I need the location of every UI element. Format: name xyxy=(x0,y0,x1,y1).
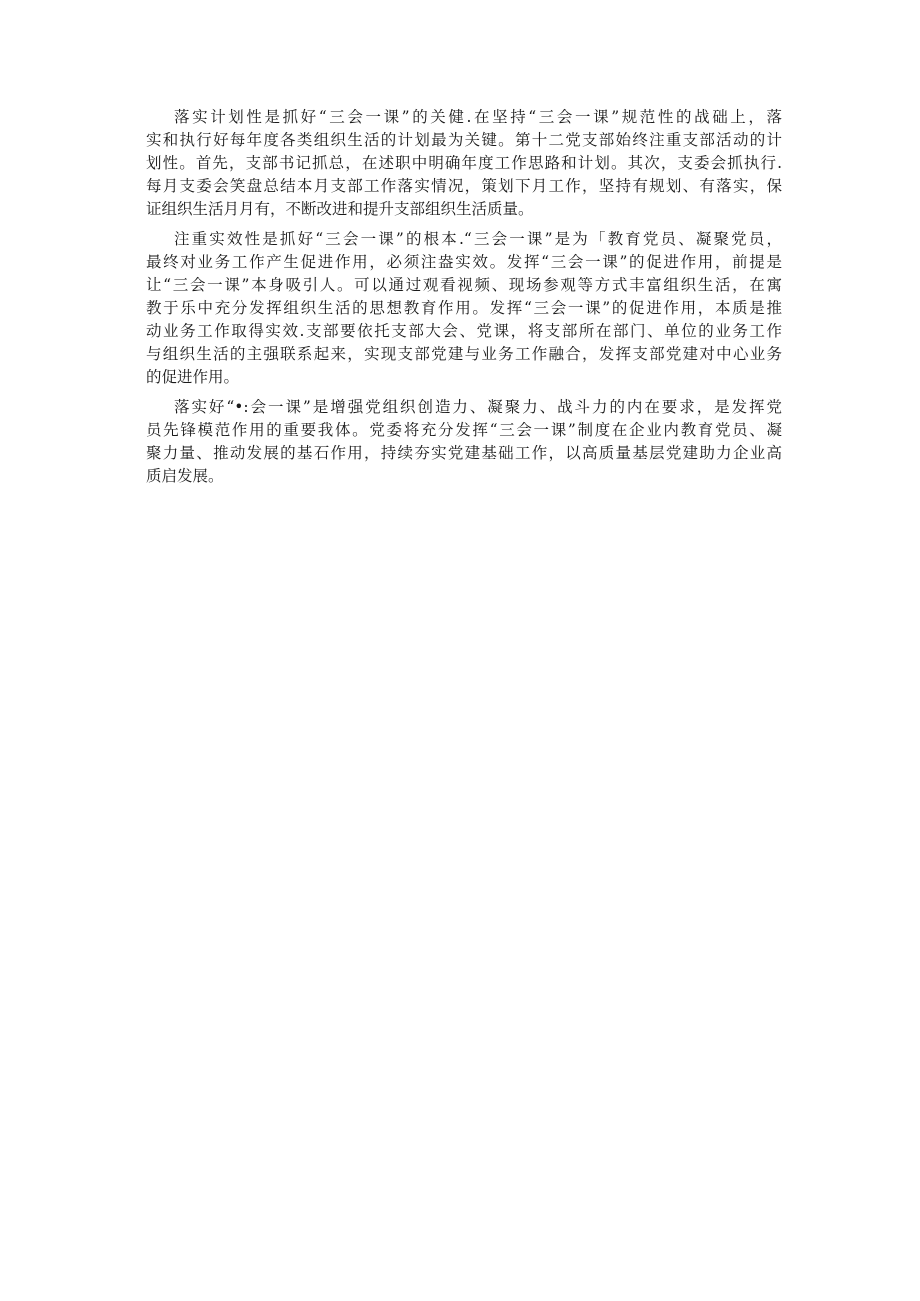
text-line: 注重实效性是抓好“三会一课”的根本.“三会一课”是为「教育党员、凝聚党员， xyxy=(174,230,782,248)
text-line: 质启发展。 xyxy=(146,467,224,485)
text-line: 动业务工作取得实效.支部要依托支部大会、党课，将支部所在部门、单位的业务工作 xyxy=(146,322,782,340)
text-line: 员先锋模范作用的重要我体。党委将充分发挥“三会一课”制度在企业内教育党员、凝 xyxy=(146,421,782,439)
document-body xyxy=(146,106,782,495)
text-line: 与组织生活的主强联系起来，实现支部党建与业务工作融合，发挥支部党建对中心业务 xyxy=(146,345,782,363)
text-line: 聚力量、推动发展的基石作用，持续夯实党建基础工作，以高质量基层党建助力企业高 xyxy=(146,444,782,462)
paragraph-effectiveness xyxy=(146,228,782,389)
text-line: 每月支委会笑盘总结本月支部工作落实情况，策划下月工作，坚持有规划、有落实，保 xyxy=(146,177,782,195)
paragraph-planning xyxy=(146,106,782,221)
text-line: 证组织生活月月有，不断改进和提升支部组织生活质量。 xyxy=(146,200,534,218)
text-line: 教于乐中充分发挥组织生活的思想教育作用。发挥“三会一课”的促进作用，本质是推 xyxy=(146,299,782,317)
text-line: 落实好“•:会一课”是增强党组织创造力、凝聚力、战斗力的内在要求，是发挥党 xyxy=(174,398,782,416)
text-line: 最终对业务工作产生促进作用，必须注盎实效。发挥“三会一课”的促进作用，前提是 xyxy=(146,253,782,271)
text-line: 让“三会一课”本身吸引人。可以通过观看视频、现场参观等方式丰富组织生活，在寓 xyxy=(146,276,782,294)
text-line: 实和执行好每年度各类组织生活的计划最为关键。第十二党支部始终注重支部活动的计 xyxy=(146,131,782,149)
text-line: 的促进作用。 xyxy=(146,368,240,386)
text-line: 划性。首先，支部书记抓总，在述职中明确年度工作思路和计划。其次，支委会抓执行. xyxy=(146,154,782,172)
paragraph-conclusion xyxy=(146,396,782,488)
text-line: 落实计划性是抓好“三会一课”的关健.在坚持“三会一课”规范性的战础上，落 xyxy=(174,108,782,126)
